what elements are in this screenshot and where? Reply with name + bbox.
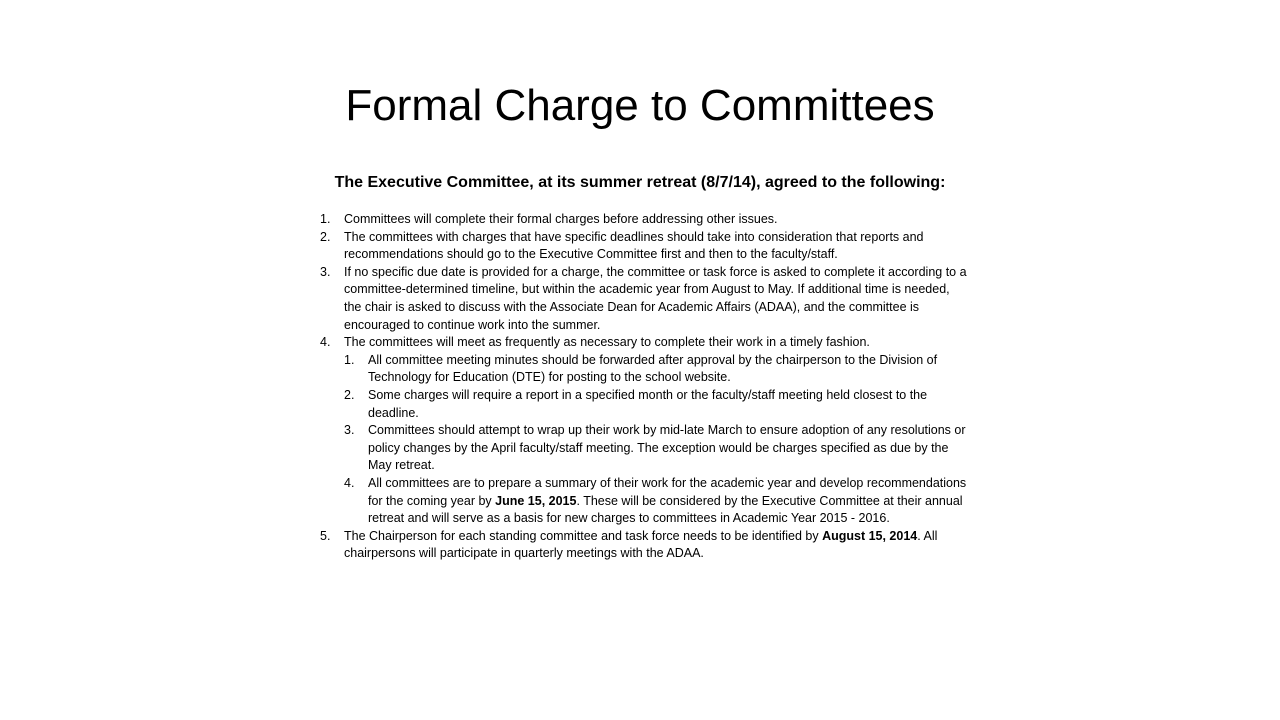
deadline-date: June 15, 2015: [495, 493, 577, 508]
sub-list-item-2: [344, 387, 970, 422]
sub-list-item-number: 4.: [344, 475, 355, 490]
list-item-3: [320, 264, 970, 334]
list-item-number: 4.: [320, 335, 331, 350]
list-item-2: [320, 229, 970, 264]
list-item-number: 1.: [320, 212, 331, 226]
list-item-text: Committees will complete their formal charges before addressing other issues.: [344, 212, 778, 226]
sub-list-item-4: [344, 475, 970, 528]
list-item-4: [320, 334, 970, 352]
sub-list-item-number: 2.: [344, 387, 355, 402]
list-item-1: [320, 211, 970, 229]
sub-list-item-text: Some charges will require a report in a specified month or the faculty/staff meeting held closest to the deadline.: [368, 387, 928, 420]
slide-subtitle: The Executive Committee, at its summer retreat (8/7/14), agreed to the following:: [334, 174, 946, 191]
text-segment: All committees are to prepare a summary of their work for the academic year and develop recommendations for the coming year by: [368, 475, 967, 508]
sub-list-item-1: [344, 352, 970, 387]
list-item-text: If no specific due date is provided for a charge, the committee or task force is asked to complete it according to a committee-determined timeline, but within the academic year from August to May. If additional time is needed, the chair is asked to discuss with the Associate Dean for Academic Affairs (ADAA), and the committee is encouraged to continue work into the summer.: [344, 264, 967, 332]
list-item-text: [344, 529, 937, 561]
text-segment: . These will be considered by the Executive Committee at their annual retreat and will serve as a basis for new charges to committees in Academic Year 2015 - 2016.: [368, 493, 963, 526]
list-item-text: The committees with charges that have specific deadlines should take into consideration that reports and recommendations should go to the Executive Committee first and then to the faculty/staff.: [344, 229, 924, 262]
sub-list-item-text: [368, 476, 966, 525]
sub-list: [344, 352, 970, 528]
list-item-number: 2.: [320, 229, 331, 244]
sub-list-item-text: All committee meeting minutes should be forwarded after approval by the chairperson to the Division of Technology for Education (DTE) for posting to the school website.: [368, 352, 938, 385]
deadline-date: August 15, 2014: [822, 528, 918, 543]
text-segment: The Chairperson for each standing committee and task force needs to be identified by: [344, 528, 823, 543]
sub-list-item-3: [344, 422, 970, 475]
list-item-text: The committees will meet as frequently as necessary to complete their work in a timely fashion.: [344, 335, 870, 350]
list-item-number: 5.: [320, 528, 331, 543]
list-item-number: 3.: [320, 264, 331, 279]
sub-list-item-number: 3.: [344, 423, 355, 438]
text-segment: . All chairpersons will participate in quarterly meetings with the ADAA.: [344, 528, 938, 561]
sub-list-item-text: Committees should attempt to wrap up their work by mid-late March to ensure adoption of any resolutions or policy changes by the April faculty/staff meeting. The exception would be charges specified as due by the May retreat.: [368, 423, 966, 473]
list-item-5: [320, 528, 970, 563]
charge-list: [320, 211, 970, 563]
slide-title: Formal Charge to Committees: [345, 81, 935, 130]
sub-list-item-number: 1.: [344, 352, 355, 367]
